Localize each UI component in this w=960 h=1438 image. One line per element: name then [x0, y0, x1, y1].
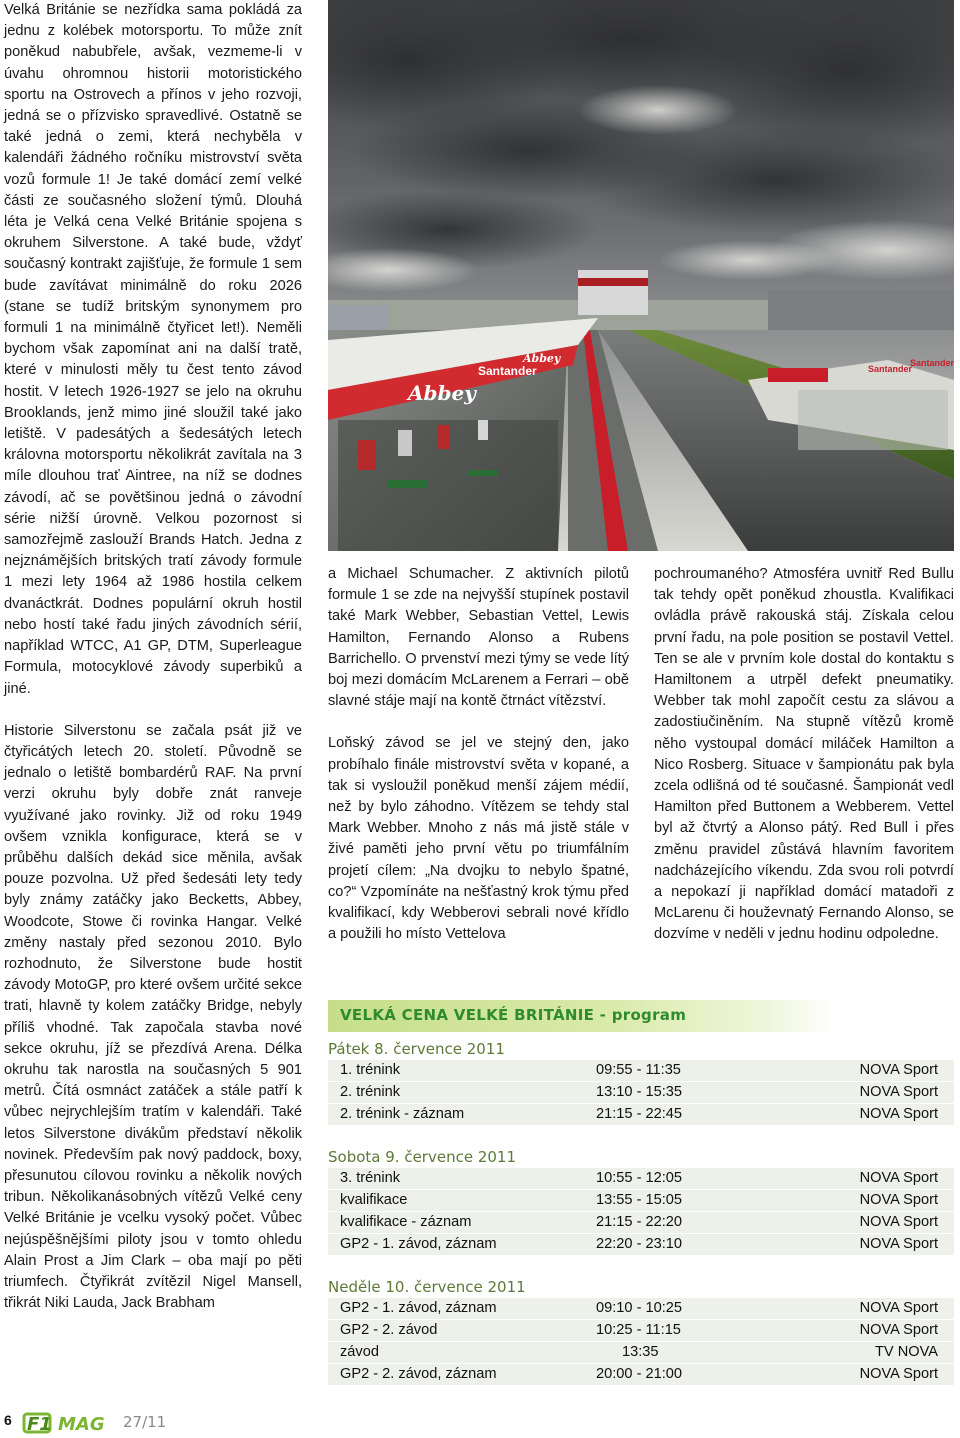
session-time: 09:10 - 10:25: [596, 1300, 683, 1316]
program-title: VELKÁ CENA VELKÉ BRITÁNIE - program: [340, 1006, 687, 1024]
article-paragraph: Historie Silverstonu se začala psát již ve čtyřicátých letech 20. století. Původně se jednalo o letiště bombardérů RAF. Na první verzi okruhu byly dobře znát ranveje využívané jako rovinky. Již od roku 1949 ovšem vznikla konfigurace, která se v průběhu dalších dekád sice měnila, avšak pouze pozvolna. Už před šedesáti lety tedy byly známy zatáčky jako Becketts, Abbey, Woodcote, Stowe či rovinka Hangar. Velké změny nastaly před sezonou 2010. Bylo rozhodnuto, že Silverstone bude hostit závody MotoGP, pro které ovšem určité sekce trati, hlavně ty kolem zatáčky Bridge, nebyly příliš vhodné. Tak započala stavba nové sekce okruhu, jíž se přezdívá Arena. Délka okruhu tak narostla na současných 5 901 metrů. Čítá osmnáct zatáček a stále patří k vůbec nejrychlejším tratím v kalendáři. Také letos Silverstone divákům představí několik novinek. Především pak nový paddock, boxy, přesunutou cílovou rovinku a několik nových tribun. Několikanásobných vítězů Velké ceny Velké Británie je vcelku vysoký počet. Vůbec nejúspěšnějšími piloty jsou v tomto ohledu Alain Prost a Jim Clark – oba mají po pěti triumfech. Čtyřikrát zvítězil Nigel Mansell, třikrát Niki Lauda, Jack Brabham: [4, 722, 302, 1312]
session-channel: NOVA Sport: [859, 1366, 938, 1382]
f1mag-logo: [20, 1408, 116, 1436]
program-header: [328, 1000, 954, 1032]
program-row: [328, 1320, 954, 1342]
session-name: kvalifikace: [340, 1192, 408, 1208]
session-channel: NOVA Sport: [859, 1084, 938, 1100]
program-row: [328, 1212, 954, 1234]
article-column-1: [4, 0, 302, 1314]
day-title: Neděle 10. července 2011: [328, 1278, 526, 1296]
abbey-sign: Abbey: [523, 352, 561, 365]
logo-f1-text: F1: [27, 1414, 52, 1435]
session-time: 10:25 - 11:15: [596, 1322, 681, 1338]
session-name: GP2 - 1. závod, záznam: [340, 1236, 497, 1252]
article-paragraph: Velká Británie se nezřídka sama pokládá za jednu z kolébek motorsportu. To může znít poněkud nabubřele, avšak, vezmeme-li v úvahu ohromnou historii motoristického sportu na Ostrovech a přínos v jeho rozvoji, jedná se o přízvisko spravedlivé. Ostatně se také jedná o zemi, která nechyběla v kalendáři žádného ročníku mistrovství světa vozů formule 1! Je také domácí zemí velké části ze současného složení týmů. Dlouhá léta je Velká cena Velké Británie spojena s okruhem Silverstone. A také bude, vždyť současný kontrakt zajišťuje, že formule 1 sem bude zavítávat minimálně do roku 2026 (stane se tudíž britským synonymem pro formuli 1 na minimálně čtyřicet let!). Neměli bychom však zapomínat ani na další tratě, které v minulosti měly tu čest tento závod hostit. V letech 1926-1927 se jelo na okruhu Brooklands, jenž mimo jiné sloužil také jako letiště. V padesátých a šedesátých letech královna motorsportu několikrát zavítala na 3 míle dlouhou trať Aintree, na níž se dodnes závodí, ač se povětšinou jedná o závodní série nižší úrovně. Velkou pozornost si samozřejmě zaslouží Brands Hatch. Jedna z nejznámějších britských tratí závody formule 1 mezi lety 1964 až 1986 hostila celkem dvanáctkrát. Dodnes populární okruh hostil nebo hostí také řadu jiných závodních sérií, například WTCC, A1 GP, DTM, Superleague Formula, motocyklové závody superbiků a jiné.: [4, 2, 302, 697]
program-row: [328, 1168, 954, 1190]
issue-number: 27/11: [123, 1413, 167, 1431]
santander-sign: Santander: [478, 364, 537, 378]
session-time: 21:15 - 22:45: [596, 1106, 683, 1122]
session-name: závod: [340, 1344, 379, 1360]
session-time: 13:35: [622, 1344, 659, 1360]
program-row: [328, 1342, 954, 1364]
session-name: kvalifikace - záznam: [340, 1214, 472, 1230]
session-time: 09:55 - 11:35: [596, 1062, 681, 1078]
program-row: [328, 1082, 954, 1104]
session-time: 21:15 - 22:20: [596, 1214, 683, 1230]
session-time: 13:55 - 15:05: [596, 1192, 683, 1208]
santander-sign: Santander: [868, 364, 913, 374]
session-name: GP2 - 2. závod, záznam: [340, 1366, 497, 1382]
program-row: [328, 1234, 954, 1256]
article-paragraph: a Michael Schumacher. Z aktivních pilotů formule 1 se zde na nejvyšší stupínek postavil také Mark Webber, Sebastian Vettel, Lewis Hamilton, Fernando Alonso a Rubens Barrichello. O prvenství mezi týmy se vede lítý boj mezi domácím McLarenem a Ferrari – obě slavné stáje mají na kontě čtrnáct vítězství.: [328, 566, 629, 710]
session-time: 13:10 - 15:35: [596, 1084, 683, 1100]
program-day: [328, 1146, 954, 1256]
program-row: [328, 1364, 954, 1386]
program-row: [328, 1190, 954, 1212]
session-name: 1. trénink: [340, 1062, 401, 1078]
program-day: [328, 1038, 954, 1126]
program-row: [328, 1060, 954, 1082]
session-name: GP2 - 2. závod: [340, 1322, 438, 1338]
session-channel: NOVA Sport: [859, 1300, 938, 1316]
article-column-3: [654, 564, 954, 946]
session-channel: NOVA Sport: [859, 1106, 938, 1122]
session-channel: NOVA Sport: [859, 1170, 938, 1186]
day-title: Sobota 9. července 2011: [328, 1148, 516, 1166]
program-row: [328, 1298, 954, 1320]
program-row: [328, 1104, 954, 1126]
session-channel: NOVA Sport: [859, 1322, 938, 1338]
session-channel: NOVA Sport: [859, 1236, 938, 1252]
day-title: Pátek 8. července 2011: [328, 1040, 505, 1058]
logo-mag-text: MAG: [58, 1414, 105, 1435]
session-name: 3. trénink: [340, 1170, 401, 1186]
session-time: 10:55 - 12:05: [596, 1170, 683, 1186]
article-paragraph: Loňský závod se jel ve stejný den, jako probíhalo finále mistrovství světa v kopané, a tak si vysloužil poněkud menší zájem médií, než by bylo záhodno. Vítězem se tehdy stal Mark Webber. Mnoho z nás má jistě stále v živé paměti jeho první větu po triumfálním projetí cílem: „Na dvojku to nebylo špatné, co?“ Vzpomínáte na nešťastný krok týmu před kvalifikací, kdy Webberovi sebrali nové křídlo a použili ho místo Vettelova: [328, 735, 629, 943]
silverstone-pitlane-photo: [328, 0, 954, 551]
session-name: GP2 - 1. závod, záznam: [340, 1300, 497, 1316]
session-channel: NOVA Sport: [859, 1192, 938, 1208]
page-footer: [0, 1406, 200, 1438]
session-time: 22:20 - 23:10: [596, 1236, 683, 1252]
session-channel: NOVA Sport: [859, 1062, 938, 1078]
session-name: 2. trénink: [340, 1084, 401, 1100]
session-time: 20:00 - 21:00: [596, 1366, 683, 1382]
abbey-sign: Abbey: [408, 381, 476, 405]
session-channel: NOVA Sport: [859, 1214, 938, 1230]
page-number: 6: [4, 1412, 12, 1428]
program-day: [328, 1276, 954, 1386]
article-column-2: [328, 564, 629, 945]
tv-program-box: [328, 1000, 954, 1386]
session-name: 2. trénink - záznam: [340, 1106, 465, 1122]
article-paragraph: pochroumaného? Atmosféra uvnitř Red Bullu tak tehdy opět poněkud zhoustla. Kvalifikaci ovládla právě rakouská stáj. Získala celou první řadu, na pole position se postavil Vettel. Ten se ale v prvním kole dostal do kontaktu s Hamiltonem a utrpěl defekt pneumatiky. Webber tak mohl započít cestu za slávou a zadostiučiněním. Na stupně vítězů kromě něho vystoupal domácí miláček Hamilton a Nico Rosberg. Situace v šampionátu pak byla zcela odlišná od té současné. Šampionát vedl Hamilton před Buttonem a Webberem. Vettel byl až čtvrtý a Alonso pátý. Red Bull i přes změnu pravidel zůstává hlavním favoritem nadcházejícího víkendu. Zda svou roli potvrdí a nepokazí ji například domácí matadoři z McLarenu či houževnatý Fernando Alonso, se dozvíme v neděli v jednu hodinu odpoledne.: [654, 566, 954, 943]
santander-sign: Santander: [910, 358, 954, 368]
session-channel: TV NOVA: [875, 1344, 938, 1360]
